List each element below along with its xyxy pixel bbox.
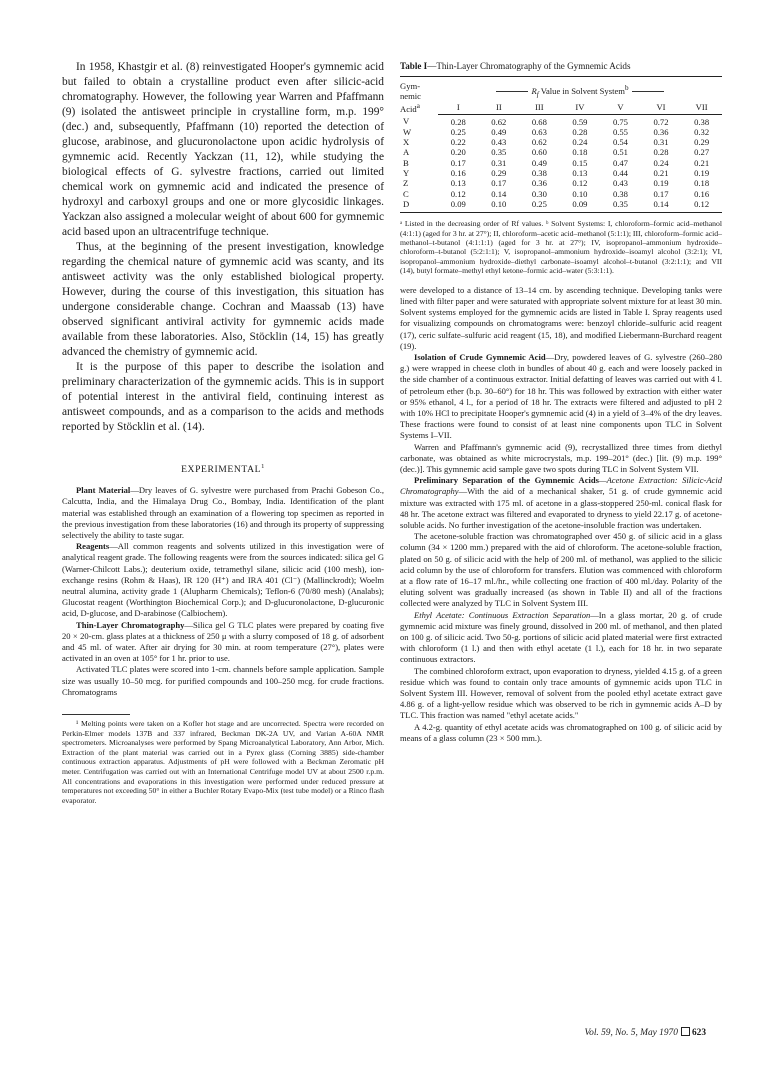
- ethyl-acetate-text: —In a glass mortar, 20 g. of crude gymnemic acid mixture was finely ground, dissolved in 200 ml. of methanol, and then plated on 100 g. of silicic acid. Two 50-g. portions of silicic acid plated material were first extracted with chloroform (1 l.) and then with ethyl acetate (1 l.), each for 18 hr. in two separate continuous extractors.: [400, 609, 722, 665]
- reagents-text: —All common reagents and solvents utilized in this investigation were of analytical reagent grade. The following reagents were from the sources indicated: silica gel G (Warner-Chilcott Labs.); deuterium oxide, tetramethyl silane, silicic acid (100 mesh), ion-exchange resins (Rohm & Haas), IR 120 (H⁺) and IRA 401 (Cl⁻) (Mallinckrodt); Woelm neutral alumina, activity grade 1 (Alupharm Chemicals); Teflon-6 (70/80 mesh) (Analabs); Glucostat reagent (Worthington Biochemical Corp.); and D-glucuronolactone, D-glucuronic acid, D-glucose, and D-arabinose (Calbiochem).: [62, 541, 384, 619]
- ethyl-acetate-paragraph: [400, 610, 722, 666]
- rf-value-cell: 0.09: [560, 199, 601, 213]
- experimental-heading: [62, 463, 384, 475]
- rf-value-cell: 0.21: [694, 157, 710, 168]
- rf-value-cell: 0.35: [600, 199, 641, 213]
- intro-paragraph-1: In 1958, Khastgir et al. (8) reinvestigated Hooper's gymnemic acid but failed to obtain a crystalline product even after silicic-acid chromatography. However, the following year Warren and Pfaffmann (9) isolated the antisweet principle in crystalline form, m.p. 199° (dec.) and, subsequently, Pfaffmann (10) reported the detection of glucose, arabinose, and glucuronolactone upon acidic hydrolysis of gymnemic acid. Recently Yackzan (11, 12), while studying the biological effects of G. sylvestre fractions, carried out limited chemical work on gymnemic acid and indicated the presence of hydroxyl and carboxyl groups and one or more glycosidic linkages. Yackzan also assigned a molecular weight of about 600 for gymnemic acid based upon an ultracentrifuge technique.: [62, 61, 384, 238]
- rf-value-cell: 0.36: [531, 178, 547, 189]
- rf-value-cell: 0.60: [531, 147, 547, 158]
- rf-value-cell: 0.10: [572, 188, 588, 199]
- acid-label-cell: C: [403, 188, 409, 199]
- table-row: [400, 114, 722, 127]
- solvent-column-header: I: [438, 101, 479, 115]
- rf-value-cell: 0.16: [694, 188, 710, 199]
- warren-paragraph: Warren and Pfaffmann's gymnemic acid (9), recrystallized three times from diethyl carbonate, was obtained as white microcrystals, m.p. 199–201° (dec.) [lit. (9) m.p. 199° (dec.)]. This gymnemic acid sample gave two spots during TLC in Solvent System VII.: [400, 441, 722, 474]
- rf-value-cell: 0.49: [531, 157, 547, 168]
- plant-material-text: —Dry leaves of G. sylvestre were purchased from Prachi Gobeson Co., Calcutta, India, and the Himalaya Drug Co., Bombay, India. Identification of the plant material was established through an examination of a flowering top specimen as reported in the previous investigation from these laboratories (16) and through its property of suppressing selectively the ability to taste sugar.: [62, 485, 384, 540]
- rf-value-cell: 0.25: [450, 126, 466, 137]
- rf-value-cell: 0.12: [681, 199, 722, 213]
- development-paragraph: were developed to a distance of 13–14 cm. by ascending technique. Developing tanks were lined with filter paper and were saturated with appropriate solvent mixture for at least 30 min. Solvent systems employed for the gymnemic acids are listed in Table I. Spray reagents used for visualizing compounds on chromatograms were: benzoyl chloride–sulfuric acid reagent (17), ceric sulfate–sulfuric acid reagent (15, 18), and modified Liebermann-Burchard reagent (19).: [400, 284, 722, 351]
- rf-value-cell: 0.29: [694, 137, 710, 148]
- acid-label-cell: D: [400, 199, 438, 213]
- rf-value-cell: 0.19: [694, 168, 710, 179]
- rf-value-cell: 0.19: [653, 178, 669, 189]
- rf-value-cell: 0.18: [694, 178, 710, 189]
- tlc-heading: Thin-Layer Chromatography: [76, 619, 185, 630]
- rf-value-cell: 0.72: [653, 116, 669, 127]
- rf-value-cell: 0.62: [491, 116, 507, 127]
- rf-value-cell: 0.12: [572, 178, 588, 189]
- rf-header-sup: b: [624, 84, 629, 92]
- table-row: [400, 168, 722, 178]
- rf-value-cell: 0.44: [612, 168, 628, 179]
- acid-label-cell: B: [403, 157, 409, 168]
- table-row: [400, 189, 722, 199]
- acetone-chromatography-paragraph: The acetone-soluble fraction was chromatographed over 450 g. of silicic acid in a glass column (34 × 1200 mm.) prepared with the aid of chloroform. The acetone-soluble fraction, plated on 50 g. of silicic acid with the help of 200 ml. of methanol, was applied to the silicic acid column by the use of chloroform for transfers. Elution was commenced with chloroform at a flow rate of 16–17 ml./hr., while collecting one fraction of 400 ml./day. Polarity of the eluting solvent was gradually increased (as shown in Table II) and all of the fractions collected were analyzed by TLC in Solvent System III.: [400, 531, 722, 609]
- rf-value-cell: 0.62: [531, 137, 547, 148]
- rf-value-cell: 0.09: [438, 199, 479, 213]
- rf-value-cell: 0.43: [491, 137, 507, 148]
- rf-value-cell: 0.55: [612, 126, 628, 137]
- left-column: [62, 60, 384, 805]
- table-row: [400, 199, 722, 213]
- tlc-paragraph: [62, 620, 384, 665]
- preliminary-paragraph: [400, 475, 722, 531]
- acid-header-line-3: Acid: [400, 103, 417, 114]
- rf-value-cell: 0.31: [491, 157, 507, 168]
- right-column: [400, 60, 722, 744]
- rf-group-header: [438, 81, 722, 101]
- acid-header-line-2: nemic: [400, 91, 421, 102]
- rf-value-cell: 0.51: [612, 147, 628, 158]
- table-footnote: ᵃ Listed in the decreasing order of Rf values. ᵇ Solvent Systems: I, chloroform–formic acid–methanol (4:1:1) (aged for 3 hr. at 27°); II, chloroform–acetic acid–methanol (5:1:1); III, chloroform–formic acid–methanol–t-butanol (4:1:1:1) (aged for 3 hr. at 27°); IV, isopropanol–ammonium hydroxide–chloroform–t-butanol (5:2:1:1); V, isopropanol–ammonium hydroxide–isoamyl alcohol (3:2:1); VI, isopropanol–ammonium hydroxide–diethyl carbonate–isoamyl alcohol–t-butanol (3:2:1:1); and VII (14), butyl formate–methyl ethyl ketone–formic acid–water (5:3:1:1).: [400, 219, 722, 276]
- solvent-column-header: VII: [681, 101, 722, 115]
- rf-value-cell: 0.38: [612, 188, 628, 199]
- rf-header-dash-left: [496, 91, 528, 92]
- rf-value-cell: 0.13: [450, 178, 466, 189]
- rf-value-cell: 0.17: [450, 157, 466, 168]
- solvent-column-header: VI: [641, 101, 682, 115]
- tlc-paragraph-2: Activated TLC plates were scored into 1-cm. channels before sample application. Sample size was usually 10–50 mcg. for purified compounds and 100–250 mcg. for crude fractions. Chromatograms: [62, 664, 384, 697]
- isolation-text: —Dry, powdered leaves of G. sylvestre (260–280 g.) were wrapped in cheese cloth in bundles of about 40 g. each and were loosely packed in the side chamber of a continuous extractor. Initial defatting of leaves was carried out with 4 l. of petroleum ether (b.p. 30–60°) for 18 hr. This was followed by extraction with either water or 95% ethanol, 4 l., for a period of 18 hr. The extracts were filtered and adjusted to pH 2 with 10% HCl to precipitate Hooper's gymnemic acid (4) in a yield of 3–4% of the dry leaves. These fractions were found to consist of at least nine components upon TLC in Solvent Systems I–VII.: [400, 351, 722, 441]
- experimental-title: EXPERIMENTAL: [181, 464, 262, 476]
- rf-value-cell: 0.36: [653, 126, 669, 137]
- solvent-column-header: III: [519, 101, 560, 115]
- table-row: [400, 137, 722, 147]
- rf-value-cell: 0.29: [491, 168, 507, 179]
- preliminary-subheading: —Acetone Extraction: Silicic-Acid Chromatography: [400, 475, 723, 497]
- rf-table-body: [400, 114, 722, 213]
- solvent-column-header: II: [479, 101, 520, 115]
- intro-paragraph-2: Thus, at the beginning of the present investigation, knowledge regarding the chemical nature of gymnemic acid was scanty, and its antisweet activity was the only established biological property. However, during the course of this investigation, this situation has undergone considerable change. Cochran and Maassab (13) have observed significant antiviral activity for gymnemic acids made available from these laboratories. Also, Stöcklin (14, 15) has greatly advanced the chemistry of gymnemic acid.: [62, 241, 384, 358]
- table-caption: [400, 60, 722, 72]
- reagents-heading: Reagents: [76, 541, 110, 552]
- rf-value-cell: 0.25: [519, 199, 560, 213]
- rf-value-cell: 0.54: [612, 137, 628, 148]
- table-row: [400, 147, 722, 157]
- page-footer: [584, 1027, 706, 1038]
- rf-symbol-sub: f: [536, 90, 539, 99]
- acid-label-cell: V: [403, 116, 410, 127]
- final-paragraph: A 4.2-g. quantity of ethyl acetate acids was chromatographed on 100 g. of silicic acid by means of a glass column (23 × 500 mm.).: [400, 721, 722, 743]
- solvent-column-header: IV: [560, 101, 601, 115]
- rf-value-cell: 0.20: [450, 147, 466, 158]
- rf-value-cell: 0.28: [572, 126, 588, 137]
- isolation-heading: Isolation of Crude Gymnemic Acid: [414, 351, 546, 362]
- rf-value-cell: 0.22: [450, 137, 466, 148]
- ethyl-acetate-heading: Ethyl Acetate: Continuous Extraction Separation: [414, 609, 591, 620]
- rf-value-cell: 0.68: [531, 116, 547, 127]
- tlc-text: —Silica gel G TLC plates were prepared by coating five 20 × 20-cm. glass plates at a thickness of 250 μ with a slurry composed of 18 g. of adsorbent and 45 ml. of water. After air drying for 30 min. at room temperature (27°), plates were activated in an oven at 105° for 1 hr. prior to use.: [62, 619, 384, 664]
- table-row: [400, 178, 722, 188]
- rf-value-cell: 0.35: [491, 147, 507, 158]
- rf-value-cell: 0.63: [531, 126, 547, 137]
- rf-table: [400, 76, 722, 213]
- rf-header-dash-right: [632, 91, 664, 92]
- plant-material-heading: Plant Material: [76, 485, 131, 496]
- rf-value-cell: 0.49: [491, 126, 507, 137]
- rf-value-cell: 0.32: [694, 126, 710, 137]
- rf-value-cell: 0.13: [572, 168, 588, 179]
- plant-material-paragraph: [62, 485, 384, 541]
- reagents-paragraph: [62, 541, 384, 619]
- rf-value-cell: 0.27: [694, 147, 710, 158]
- table-row: [400, 158, 722, 168]
- combined-extract-paragraph: The combined chloroform extract, upon evaporation to dryness, yielded 4.15 g. of a green residue which was found to contain only trace amounts of gymnemic acids upon TLC in Solvent System III. However, removal of solvent from the pooled ethyl acetate extract gave 4.86 g. of a light-yellow residue which was observed to be rich in gymnemic acids A–D by TLC. This fraction was named "ethyl acetate acids.": [400, 665, 722, 721]
- rf-value-cell: 0.38: [531, 168, 547, 179]
- table-title-text: —Thin-Layer Chromatography of the Gymnemic Acids: [427, 61, 631, 71]
- rf-value-cell: 0.59: [572, 116, 588, 127]
- rf-value-cell: 0.10: [479, 199, 520, 213]
- acid-header-line-1: Gym-: [400, 81, 421, 92]
- rf-value-cell: 0.28: [450, 116, 466, 127]
- rf-value-cell: 0.16: [450, 168, 466, 179]
- acid-label-cell: A: [403, 147, 410, 158]
- acid-label-cell: X: [403, 137, 410, 148]
- rf-value-cell: 0.12: [450, 188, 466, 199]
- rf-value-cell: 0.14: [491, 188, 507, 199]
- table-row: [400, 127, 722, 137]
- acid-label-cell: W: [403, 126, 412, 137]
- rf-value-cell: 0.30: [531, 188, 547, 199]
- acid-label-cell: Y: [403, 168, 410, 179]
- footnote-rule: [62, 714, 130, 715]
- rf-value-cell: 0.17: [653, 188, 669, 199]
- preliminary-text: —With the aid of a mechanical shaker, 51 g. of crude gymnemic acid mixture was extracted with 175 ml. of acetone in a glass-stoppered 250-ml. conical flask for 48 hr. The acetone extract was filtered and evaporated to dryness to yield 22.17 g. of acetone-soluble acids. No further investigation of the acetone-insoluble fraction was undertaken.: [400, 486, 722, 530]
- preliminary-heading: Preliminary Separation of the Gymnemic Acids: [414, 475, 599, 486]
- isolation-paragraph: [400, 352, 722, 442]
- experimental-footnote-mark: 1: [261, 463, 265, 470]
- rf-value-cell: 0.28: [653, 147, 669, 158]
- rf-symbol: R: [531, 85, 537, 96]
- solvent-column-header: V: [600, 101, 641, 115]
- intro-paragraph-3: It is the purpose of this paper to describe the isolation and preliminary characterization of the gymnemic acids. This is in support of potential interest in the antiviral field, continuing interest as antisweet compounds, and as a comparison to the acids and methods reported by Stöcklin et al. (14).: [62, 361, 384, 433]
- table-label: Table I: [400, 61, 428, 71]
- rf-header-text: Value in Solvent System: [538, 85, 625, 96]
- rf-value-cell: 0.18: [572, 147, 588, 158]
- rf-value-cell: 0.43: [612, 178, 628, 189]
- rf-value-cell: 0.21: [653, 168, 669, 179]
- solvent-columns-row: [400, 101, 722, 115]
- rf-value-cell: 0.31: [653, 137, 669, 148]
- footer-box-icon: [681, 1027, 690, 1036]
- rf-value-cell: 0.14: [641, 199, 682, 213]
- rf-value-cell: 0.24: [653, 157, 669, 168]
- rf-value-cell: 0.15: [572, 157, 588, 168]
- rf-value-cell: 0.24: [572, 137, 588, 148]
- acid-header-sup: a: [416, 101, 420, 110]
- page-number: 623: [691, 1028, 706, 1038]
- acid-column-header: [400, 81, 438, 114]
- journal-citation: Vol. 59, No. 5, May 1970: [584, 1028, 678, 1038]
- acid-label-cell: Z: [403, 178, 409, 189]
- rf-value-cell: 0.38: [694, 116, 710, 127]
- rf-value-cell: 0.47: [612, 157, 628, 168]
- footnote-1: ¹ Melting points were taken on a Kofler hot stage and are uncorrected. Spectra were recorded on Perkin-Elmer models 137B and 337 infrared, Beckman DK-2A UV, and Varian A-60A NMR spectrometers. Microanalyses were performed by Spang Microanalytical Laboratory, Ann Arbor, Mich. Extraction of the plant material was carried out in a Pyrex glass (Corning 3885) side-chamber continuous extraction apparatus. Adjustments of pH were followed with a Beckman Zeromatic pH meter. Centrifugation was carried out with an International Centrifuge model UV at about 2500 r.p.m. All concentrations and evaporations in this investigation were performed under reduced pressure at temperatures not exceeding 50° in either a Buchler Rotary Evapo-Mix (test tube model) or a Rinco flash evaporator.: [62, 719, 384, 805]
- rf-value-cell: 0.17: [491, 178, 507, 189]
- rf-value-cell: 0.75: [612, 116, 628, 127]
